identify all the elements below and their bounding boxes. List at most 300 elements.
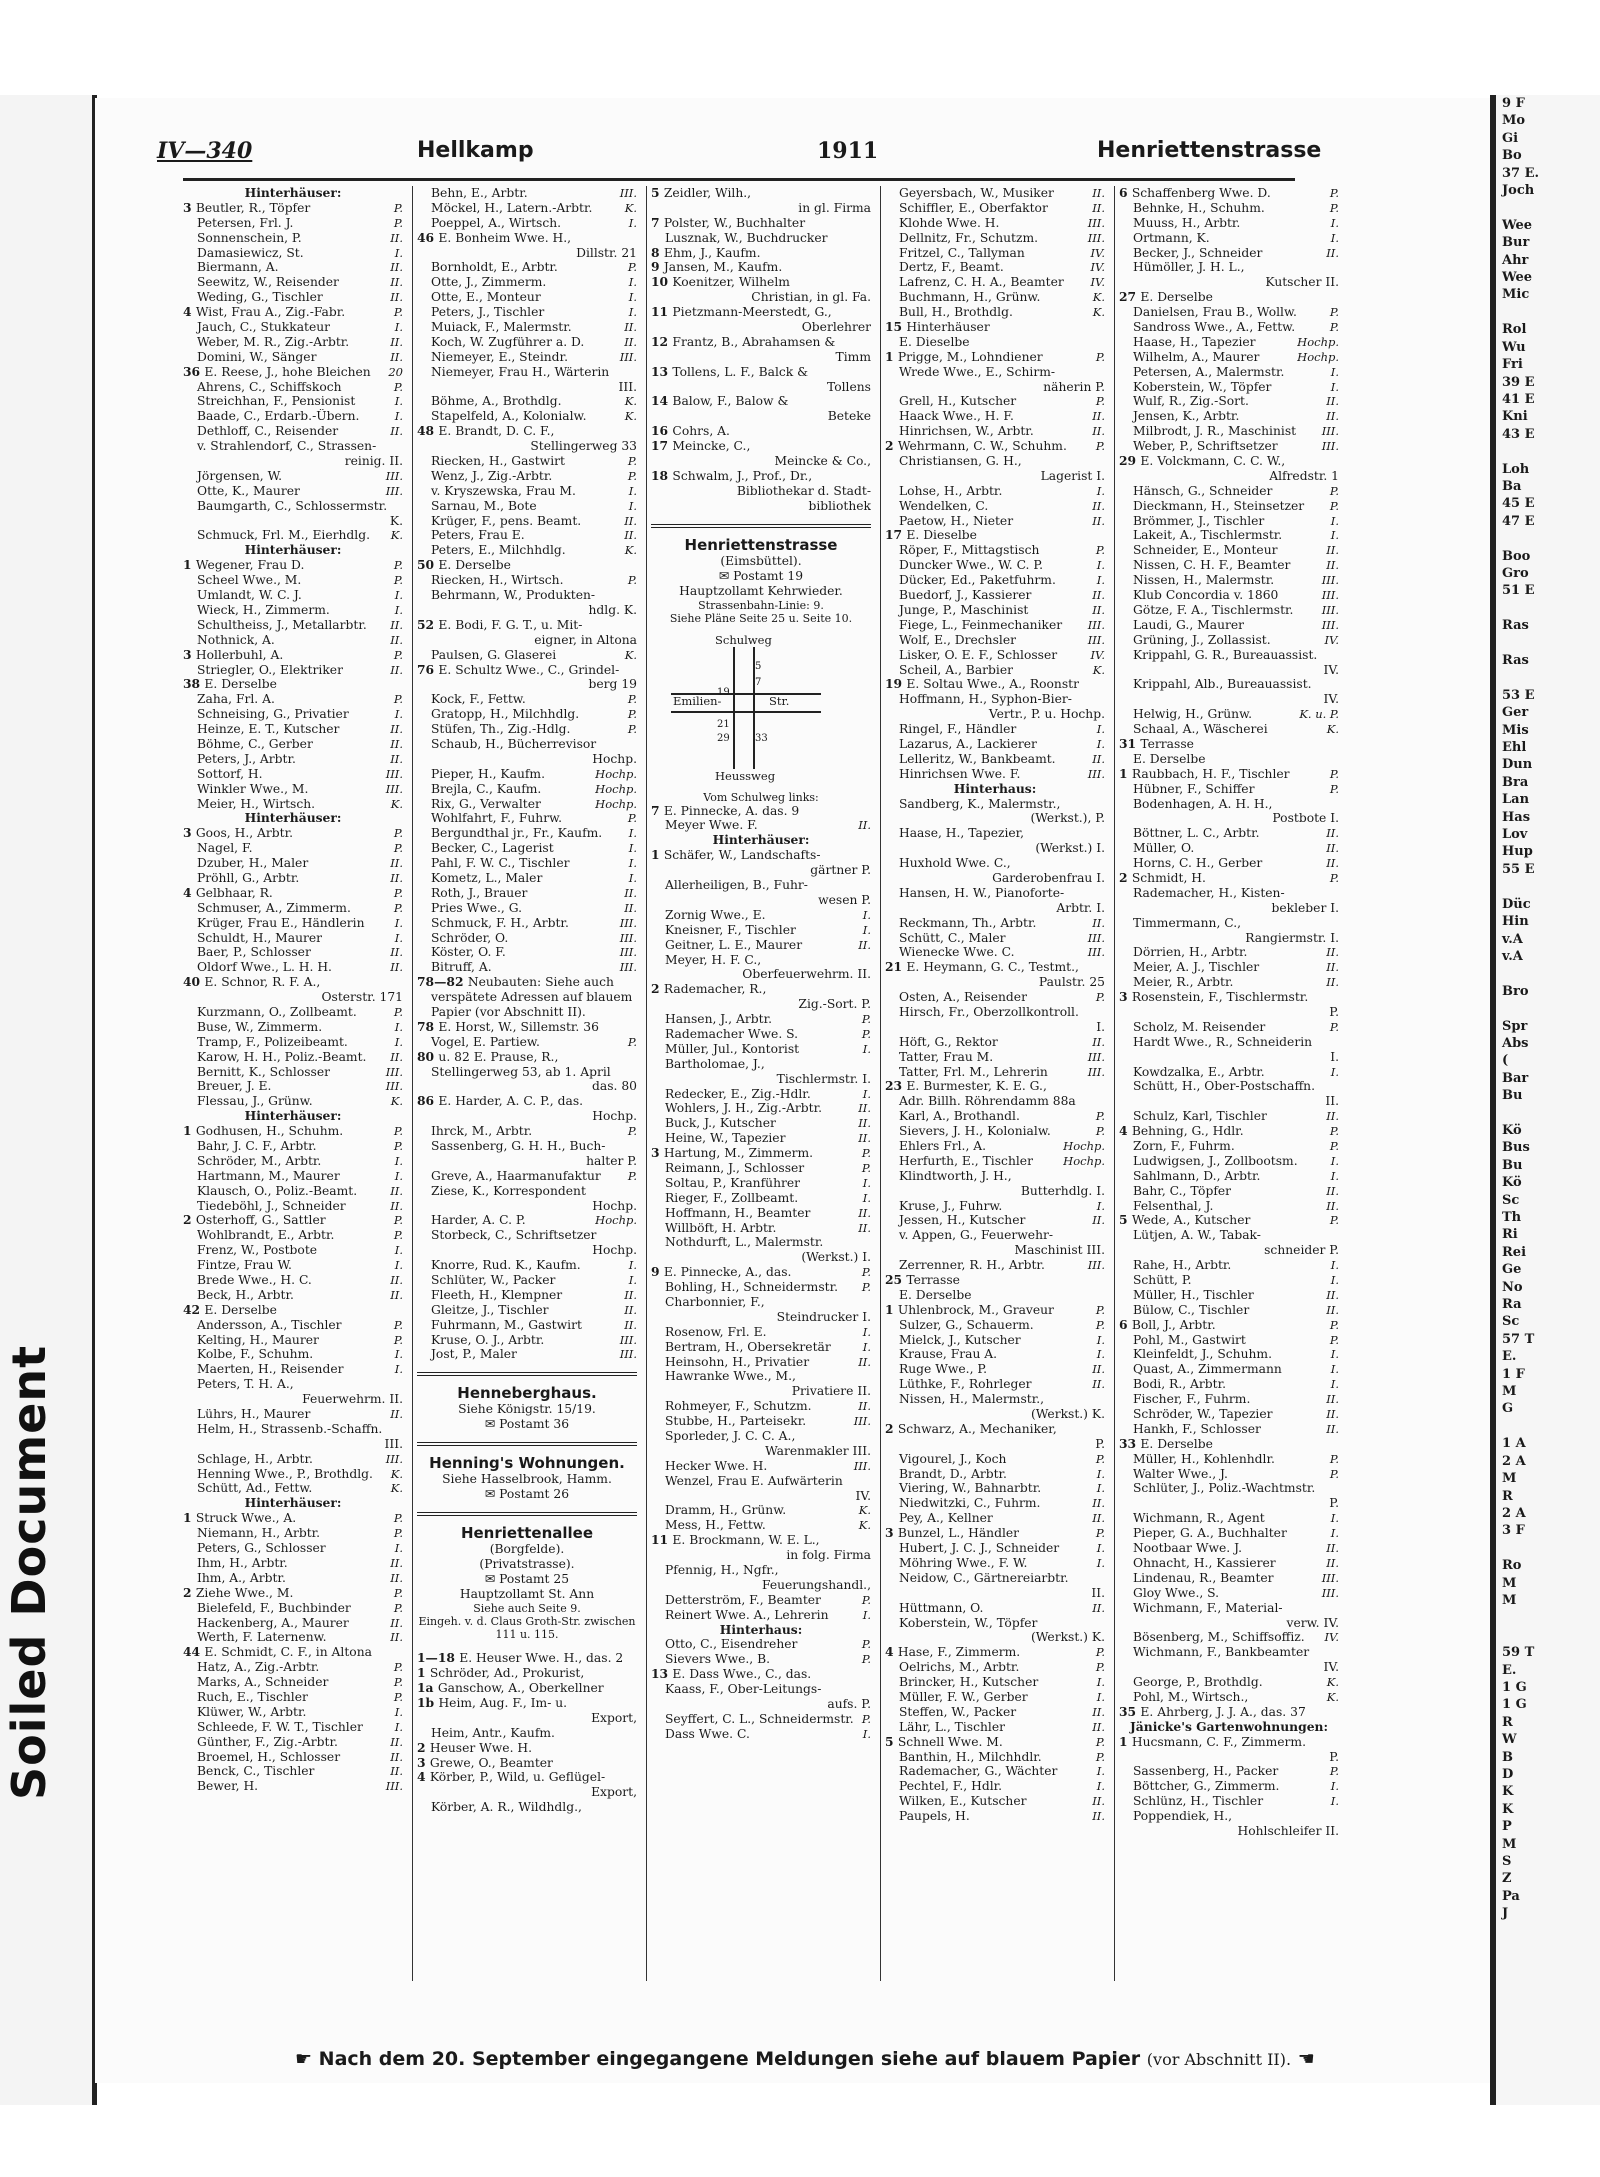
directory-entry: [183, 1660, 403, 1675]
directory-entry: [183, 231, 403, 246]
directory-entry: [183, 1764, 403, 1779]
resident-name: Haase, H., Tapezier,: [899, 826, 1025, 841]
resident-name: E. Ahrberg, J. J. A., das. 37: [1140, 1704, 1306, 1719]
house-number: 2: [183, 1213, 196, 1228]
floor-code: II.: [1092, 200, 1105, 215]
directory-entry: [885, 260, 1105, 275]
floor-code: II.: [858, 1131, 871, 1146]
directory-entry: [417, 1124, 637, 1139]
resident-name: Osterhoff, G., Sattler: [195, 1213, 326, 1228]
resident-name: Seyffert, C. L., Schneidermstr.: [665, 1711, 854, 1726]
resident-name: Ganschow, A., Oberkellner: [437, 1681, 604, 1696]
house-number: 44: [183, 1645, 205, 1660]
column-3: [651, 186, 871, 1986]
floor-code: I.: [1096, 1689, 1105, 1704]
floor-code: I.: [1330, 1511, 1339, 1526]
directory-entry: [885, 1422, 1105, 1437]
resident-name: Schmidt, H.: [1131, 870, 1206, 885]
resident-name: Hollerbuhl, A.: [195, 647, 284, 662]
floor-code: III.: [1321, 602, 1339, 617]
directory-entry: [1119, 1318, 1339, 1333]
floor-code: I.: [1096, 573, 1105, 588]
directory-entry: [417, 901, 637, 916]
floor-code: P.: [627, 454, 637, 469]
directory-entry: [885, 945, 1105, 960]
resident-name: Stellingerweg 53, ab 1. April: [431, 1064, 611, 1079]
directory-entry: [885, 1735, 1105, 1750]
street-note: 111 u. 115.: [495, 1628, 559, 1642]
map-house-number: 5: [755, 660, 762, 672]
resident-name: Terrasse: [1140, 736, 1194, 751]
resident-name: Jauch, C., Stukkateur: [197, 320, 331, 335]
next-page-line: [1496, 878, 1600, 895]
header-year: 1911: [817, 138, 879, 164]
directory-entry: [183, 1586, 403, 1601]
resident-name: E. Derselbe: [1140, 290, 1213, 305]
directory-entry: [183, 1541, 403, 1556]
resident-name: Schütt, P.: [1133, 1273, 1192, 1288]
entry-continuation: Steindrucker I.: [776, 1309, 871, 1324]
directory-entry: [1119, 1124, 1339, 1139]
directory-entry: [1119, 1377, 1339, 1392]
resident-name: Lusznak, W., Buchdrucker: [665, 230, 828, 245]
house-number: 2: [183, 1585, 196, 1600]
resident-name: Kock, F., Fettw.: [431, 692, 526, 707]
entry-continuation: Hochp.: [592, 1109, 637, 1124]
directory-entry: [1119, 1333, 1339, 1348]
floor-code: Hochp.: [1063, 1153, 1105, 1168]
next-page-line: Rol: [1502, 322, 1527, 338]
resident-name: Riecken, H., Gastwirt: [431, 454, 565, 469]
directory-entry: [885, 1392, 1105, 1407]
directory-entry: [1119, 1675, 1339, 1690]
floor-code: II.: [390, 275, 403, 290]
directory-entry: [183, 1228, 403, 1243]
floor-code: P.: [1329, 1332, 1339, 1347]
resident-name: Schlüter, W., Packer: [431, 1273, 556, 1288]
resident-name: v. Appen, G., Feuerwehr-: [899, 1228, 1054, 1243]
next-page-line: G: [1502, 1401, 1514, 1417]
entry-continuation: (Werkst.) I.: [1035, 841, 1105, 856]
resident-name: Behn, E., Arbtr.: [431, 186, 528, 200]
resident-name: Maerten, H., Reisender: [197, 1362, 344, 1377]
directory-entry: [417, 216, 637, 231]
floor-code: III.: [619, 186, 637, 200]
directory-entry: [1119, 528, 1339, 543]
resident-name: Rademacher Wwe. S.: [665, 1026, 799, 1041]
floor-code: II.: [624, 1287, 637, 1302]
pointing-hand-icon: ☚: [1297, 2048, 1315, 2070]
resident-name: Kleinfeldt, J., Schuhm.: [1133, 1347, 1272, 1362]
directory-entry: [885, 320, 1105, 335]
floor-code: II.: [1092, 424, 1105, 439]
directory-entry: [183, 975, 403, 990]
resident-name: Geitner, L. E., Maurer: [665, 937, 803, 952]
directory-entry: [1119, 260, 1339, 275]
directory-entry: [183, 1422, 403, 1437]
resident-name: Buck, J., Kutscher: [665, 1116, 776, 1131]
next-page-line: Ger: [1502, 705, 1529, 721]
floor-code: I.: [394, 1243, 403, 1258]
floor-code: P.: [627, 707, 637, 722]
resident-name: Hucsmann, C. F., Zimmerm.: [1131, 1734, 1306, 1749]
house-number: 5: [1119, 1213, 1132, 1228]
entry-continuation: Osterstr. 171: [321, 990, 403, 1005]
directory-entry: [1119, 454, 1339, 469]
column-divider: [646, 186, 647, 1981]
resident-name: Hackenberg, A., Maurer: [197, 1615, 349, 1630]
section-heading: Hinterhäuser:: [244, 811, 342, 826]
resident-name: Kometz, L., Maler: [431, 870, 543, 885]
directory-entry: [183, 394, 403, 409]
directory-entry: [1119, 1705, 1339, 1720]
resident-name: Hirsch, Fr., Oberzollkontroll.: [899, 1004, 1079, 1019]
resident-name: Dass Wwe. C.: [665, 1726, 750, 1741]
street-info: ✉ Postamt 26: [484, 1487, 570, 1502]
directory-entry: [885, 1511, 1105, 1526]
resident-name: Wede, A., Kutscher: [1131, 1213, 1251, 1228]
directory-entry: [417, 1035, 637, 1050]
floor-code: II.: [1326, 558, 1339, 573]
directory-entry: [651, 1012, 871, 1027]
directory-entry: [1119, 1779, 1339, 1794]
directory-entry: [183, 573, 403, 588]
floor-code: P.: [1329, 1317, 1339, 1332]
resident-name: E. Derselbe: [1140, 1436, 1213, 1451]
resident-name: Meier, A. J., Tischler: [1133, 960, 1260, 975]
resident-name: Wohlers, J. H., Zig.-Arbtr.: [665, 1101, 823, 1116]
resident-name: Schlage, H., Arbtr.: [197, 1451, 313, 1466]
entry-continuation: Oberlehrer: [801, 320, 871, 335]
directory-entry: [183, 1065, 403, 1080]
floor-code: II.: [1326, 1109, 1339, 1124]
resident-name: E. Brandt, D. C. F.,: [438, 424, 555, 439]
header-street-right: Henriettenstrasse: [1097, 138, 1322, 163]
floor-code: P.: [1329, 1451, 1339, 1466]
directory-entry: [1119, 633, 1339, 648]
floor-code: I.: [862, 1190, 871, 1205]
next-page-line: Dun: [1502, 757, 1533, 773]
resident-name: E. Derselbe: [899, 1287, 972, 1302]
directory-entry: [651, 878, 871, 893]
resident-name: Schröder, Ad., Prokurist,: [429, 1666, 585, 1681]
resident-name: Reimann, J., Schlosser: [665, 1160, 805, 1175]
directory-entry: [1119, 514, 1339, 529]
floor-code: P.: [1095, 1526, 1105, 1541]
floor-code: I.: [1096, 1675, 1105, 1690]
floor-code: P.: [861, 1146, 871, 1161]
section-heading: Jänicke's Gartenwohnungen:: [1129, 1719, 1329, 1734]
resident-name: Meincke, C.,: [672, 439, 751, 454]
resident-name: Wegener, Frau D.: [195, 558, 305, 573]
map-house-number: 33: [755, 732, 768, 744]
directory-entry: [183, 1616, 403, 1631]
directory-entry: [183, 320, 403, 335]
resident-name: Ihm, A., Arbtr.: [197, 1570, 286, 1585]
next-page-line: B: [1502, 1749, 1513, 1765]
directory-entry: [1119, 1601, 1339, 1616]
section-heading: Hinterhäuser:: [244, 186, 342, 200]
directory-entry: [1119, 543, 1339, 558]
resident-name: Wienecke Wwe. C.: [899, 945, 1015, 960]
directory-entry: [1119, 648, 1339, 663]
floor-code: K.: [1092, 290, 1105, 305]
directory-entry: [651, 1027, 871, 1042]
floor-code: P.: [393, 200, 403, 215]
resident-name: Höft, G., Rektor: [899, 1034, 998, 1049]
directory-entry: [885, 1065, 1105, 1080]
floor-code: I.: [394, 1034, 403, 1049]
resident-name: Jensen, K., Arbtr.: [1133, 409, 1240, 424]
directory-entry: [651, 953, 871, 968]
directory-entry: [651, 818, 871, 833]
directory-entry: [417, 1065, 637, 1080]
floor-code: P.: [393, 1511, 403, 1526]
directory-entry: [1119, 1199, 1339, 1214]
resident-name: Henning Wwe., P., Brothdlg.: [197, 1466, 373, 1481]
floor-code: K.: [1326, 1675, 1339, 1690]
entry-continuation: bibliothek: [808, 498, 871, 513]
directory-entry: [1119, 231, 1339, 246]
directory-entry: [651, 260, 871, 275]
next-page-line: 39 E: [1502, 374, 1535, 390]
floor-code: P.: [393, 1213, 403, 1228]
resident-name: Dörrien, H., Arbtr.: [1133, 945, 1248, 960]
resident-name: Struck Wwe., A.: [195, 1511, 297, 1526]
resident-name: Klindtworth, J. H.,: [899, 1168, 1012, 1183]
house-number: 3: [417, 1755, 430, 1770]
directory-entry: [183, 1452, 403, 1467]
floor-code: III.: [1087, 632, 1105, 647]
floor-code: II.: [624, 885, 637, 900]
floor-code: I.: [1096, 1332, 1105, 1347]
directory-entry: [417, 514, 637, 529]
resident-name: Poppendiek, H.,: [1133, 1809, 1233, 1824]
next-page-line: Lov: [1502, 827, 1528, 843]
floor-code: II.: [858, 1205, 871, 1220]
house-number: 9: [651, 260, 664, 275]
resident-name: Hinterhäuser: [906, 320, 990, 335]
entry-continuation: IV.: [855, 1488, 871, 1503]
floor-code: P.: [627, 573, 637, 588]
resident-name: Gelbhaar, R.: [195, 885, 273, 900]
resident-name: Baumgarth, C., Schlossermstr.: [197, 498, 388, 513]
floor-code: P.: [393, 379, 403, 394]
entry-continuation: Privatiere II.: [791, 1384, 871, 1399]
resident-name: Rademacher, R.,: [663, 982, 767, 997]
house-number: 31: [1119, 736, 1141, 751]
resident-name: E. Schultz Wwe., C., Grindel-: [438, 662, 620, 677]
resident-name: Schultheiss, J., Metallarbtr.: [197, 617, 367, 632]
next-page-line: Gi: [1502, 130, 1519, 146]
entry-continuation: II.: [1325, 1094, 1339, 1109]
floor-code: P.: [861, 1026, 871, 1041]
resident-name: Petersen, A., Malermstr.: [1133, 364, 1285, 379]
next-page-line: Bu: [1502, 1157, 1523, 1173]
resident-name: Heine, W., Tapezier: [665, 1131, 786, 1146]
resident-name: Reinert Wwe. A., Lehrerin: [665, 1607, 829, 1622]
floor-code: III.: [1321, 439, 1339, 454]
floor-code: II.: [390, 751, 403, 766]
entry-continuation: Christian, in gl. Fa.: [751, 290, 871, 305]
floor-code: P.: [393, 215, 403, 230]
street-info: ✉ Postamt 36: [484, 1417, 570, 1432]
floor-code: II.: [1092, 588, 1105, 603]
house-number: 1: [183, 1511, 196, 1526]
floor-code: III.: [1321, 424, 1339, 439]
directory-entry: [885, 1690, 1105, 1705]
floor-code: III.: [1087, 930, 1105, 945]
street-info: Hauptzollamt Kehrwieder.: [679, 583, 843, 598]
directory-entry: [1119, 558, 1339, 573]
resident-name: Kowdzalka, E., Arbtr.: [1133, 1064, 1265, 1079]
street-note: Eingeh. v. d. Claus Groth-Str. zwischen: [418, 1615, 636, 1629]
directory-entry: [183, 1139, 403, 1154]
directory-entry: [417, 841, 637, 856]
floor-code: III.: [619, 915, 637, 930]
floor-code: II.: [390, 662, 403, 677]
directory-entry: [183, 931, 403, 946]
resident-name: Sandross Wwe., A., Fettw.: [1133, 320, 1296, 335]
resident-name: Krippahl, G. R., Bureauassist.: [1133, 647, 1318, 662]
directory-entry: [417, 1333, 637, 1348]
resident-name: Karow, H. H., Poliz.-Beamt.: [197, 1049, 367, 1064]
resident-name: Peters, J., Tischler: [431, 305, 545, 320]
directory-entry: [183, 409, 403, 424]
directory-entry: [1119, 1288, 1339, 1303]
directory-entry: [1119, 186, 1339, 201]
floor-code: P.: [393, 1332, 403, 1347]
directory-entry: [417, 499, 637, 514]
floor-code: II.: [390, 290, 403, 305]
floor-code: II.: [390, 960, 403, 975]
floor-code: Hochp.: [595, 1213, 637, 1228]
resident-name: Rix, G., Verwalter: [431, 796, 541, 811]
house-number: 78—82: [417, 975, 468, 990]
resident-name: Lafrenz, C. H. A., Beamter: [899, 275, 1064, 290]
next-page-line: E.: [1502, 1349, 1517, 1365]
floor-code: I.: [862, 1086, 871, 1101]
resident-name: Schröder, M., Arbtr.: [197, 1153, 322, 1168]
resident-name: Karl, A., Brothandl.: [899, 1109, 1020, 1124]
resident-name: Quast, A., Zimmermann: [1133, 1362, 1282, 1377]
entry-continuation: P.: [1329, 1004, 1339, 1019]
resident-name: Bohling, H., Schneidermstr.: [665, 1280, 839, 1295]
entry-continuation: Stellingerweg 33: [530, 439, 637, 454]
resident-name: Koch, W. Zugführer a. D.: [431, 334, 585, 349]
directory-entry: [183, 1720, 403, 1735]
directory-entry: [183, 1511, 403, 1526]
resident-name: Hubert, J. C. J., Schneider: [899, 1541, 1060, 1556]
directory-entry: [1119, 707, 1339, 722]
floor-code: I.: [1330, 230, 1339, 245]
next-page-line: Ras: [1502, 618, 1529, 634]
floor-code: P.: [627, 260, 637, 275]
resident-name: Weber, P., Schriftsetzer: [1133, 439, 1278, 454]
floor-code: II.: [1092, 1213, 1105, 1228]
floor-code: III.: [619, 1347, 637, 1362]
floor-code: P.: [861, 1652, 871, 1667]
floor-code: Hochp.: [595, 766, 637, 781]
resident-name: Krippahl, Alb., Bureauassist.: [1133, 677, 1312, 692]
floor-code: II.: [390, 1407, 403, 1422]
floor-code: P.: [861, 1711, 871, 1726]
resident-name: Heinze, E. T., Kutscher: [197, 722, 340, 737]
resident-name: Ziehe Wwe., M.: [195, 1585, 294, 1600]
resident-name: Milbrodt, J. R., Maschinist: [1133, 424, 1297, 439]
floor-code: P.: [1329, 1466, 1339, 1481]
resident-name: Ehm, J., Kaufm.: [663, 245, 761, 260]
directory-entry: [417, 886, 637, 901]
floor-code: III.: [385, 766, 403, 781]
map-house-number: 19: [717, 686, 730, 698]
resident-name: Köster, O. F.: [431, 945, 506, 960]
resident-name: Muiack, F., Malermstr.: [431, 320, 572, 335]
directory-entry: [885, 1526, 1105, 1541]
directory-entry: [651, 1280, 871, 1295]
floor-code: 20: [388, 364, 403, 379]
floor-code: I.: [1096, 722, 1105, 737]
header-rule: [183, 178, 1295, 181]
floor-code: II.: [1326, 394, 1339, 409]
floor-code: P.: [1329, 781, 1339, 796]
floor-code: P.: [861, 1637, 871, 1652]
entry-continuation: Garderobenfrau I.: [992, 870, 1105, 885]
next-page-line: K: [1502, 1784, 1514, 1800]
street-info: ✉ Postamt 25: [484, 1572, 570, 1587]
floor-code: II.: [1092, 513, 1105, 528]
street-info: Siehe Hasselbrook, Hamm.: [442, 1472, 612, 1487]
resident-name: Hase, F., Zimmerm.: [897, 1645, 1021, 1660]
directory-entry: [183, 1124, 403, 1139]
column-5: [1119, 186, 1339, 1986]
floor-code: II.: [1326, 1287, 1339, 1302]
directory-entry: [651, 1503, 871, 1518]
resident-name: Nagel, F.: [197, 841, 253, 856]
floor-code: K.: [1326, 1689, 1339, 1704]
directory-entry: [183, 305, 403, 320]
floor-code: P.: [393, 1004, 403, 1019]
resident-name: Weding, G., Tischler: [197, 290, 323, 305]
directory-entry: [885, 1258, 1105, 1273]
floor-code: I.: [1330, 1362, 1339, 1377]
resident-name: Wrede Wwe., E., Schirm-: [899, 364, 1056, 379]
resident-name: E. Derselbe: [204, 1302, 277, 1317]
floor-code: III.: [385, 1079, 403, 1094]
resident-name: Hoffmann, H., Beamter: [665, 1205, 811, 1220]
directory-entry: [651, 1191, 871, 1206]
entry-continuation: I.: [1330, 1049, 1339, 1064]
floor-code: II.: [624, 334, 637, 349]
house-number: 1a: [417, 1681, 438, 1696]
next-page-line: 1 G: [1502, 1697, 1527, 1713]
directory-entry: [1119, 1065, 1339, 1080]
next-page-line: Lan: [1502, 792, 1530, 808]
directory-entry: [183, 618, 403, 633]
next-page-line: Ra: [1502, 1297, 1522, 1313]
directory-entry: [183, 290, 403, 305]
directory-entry: [417, 1139, 637, 1154]
house-number: 8: [651, 245, 664, 260]
entry-continuation: hdlg. K.: [588, 602, 637, 617]
entry-continuation: Warenmakler III.: [765, 1443, 871, 1458]
floor-code: II.: [1092, 1719, 1105, 1734]
resident-name: Stapelfeld, A., Kolonialw.: [431, 409, 587, 424]
resident-name: Bösenberg, M., Schiffsoffiz.: [1133, 1630, 1305, 1645]
floor-code: I.: [394, 930, 403, 945]
next-page-line: [1496, 1609, 1600, 1626]
house-number: 1: [183, 558, 196, 573]
